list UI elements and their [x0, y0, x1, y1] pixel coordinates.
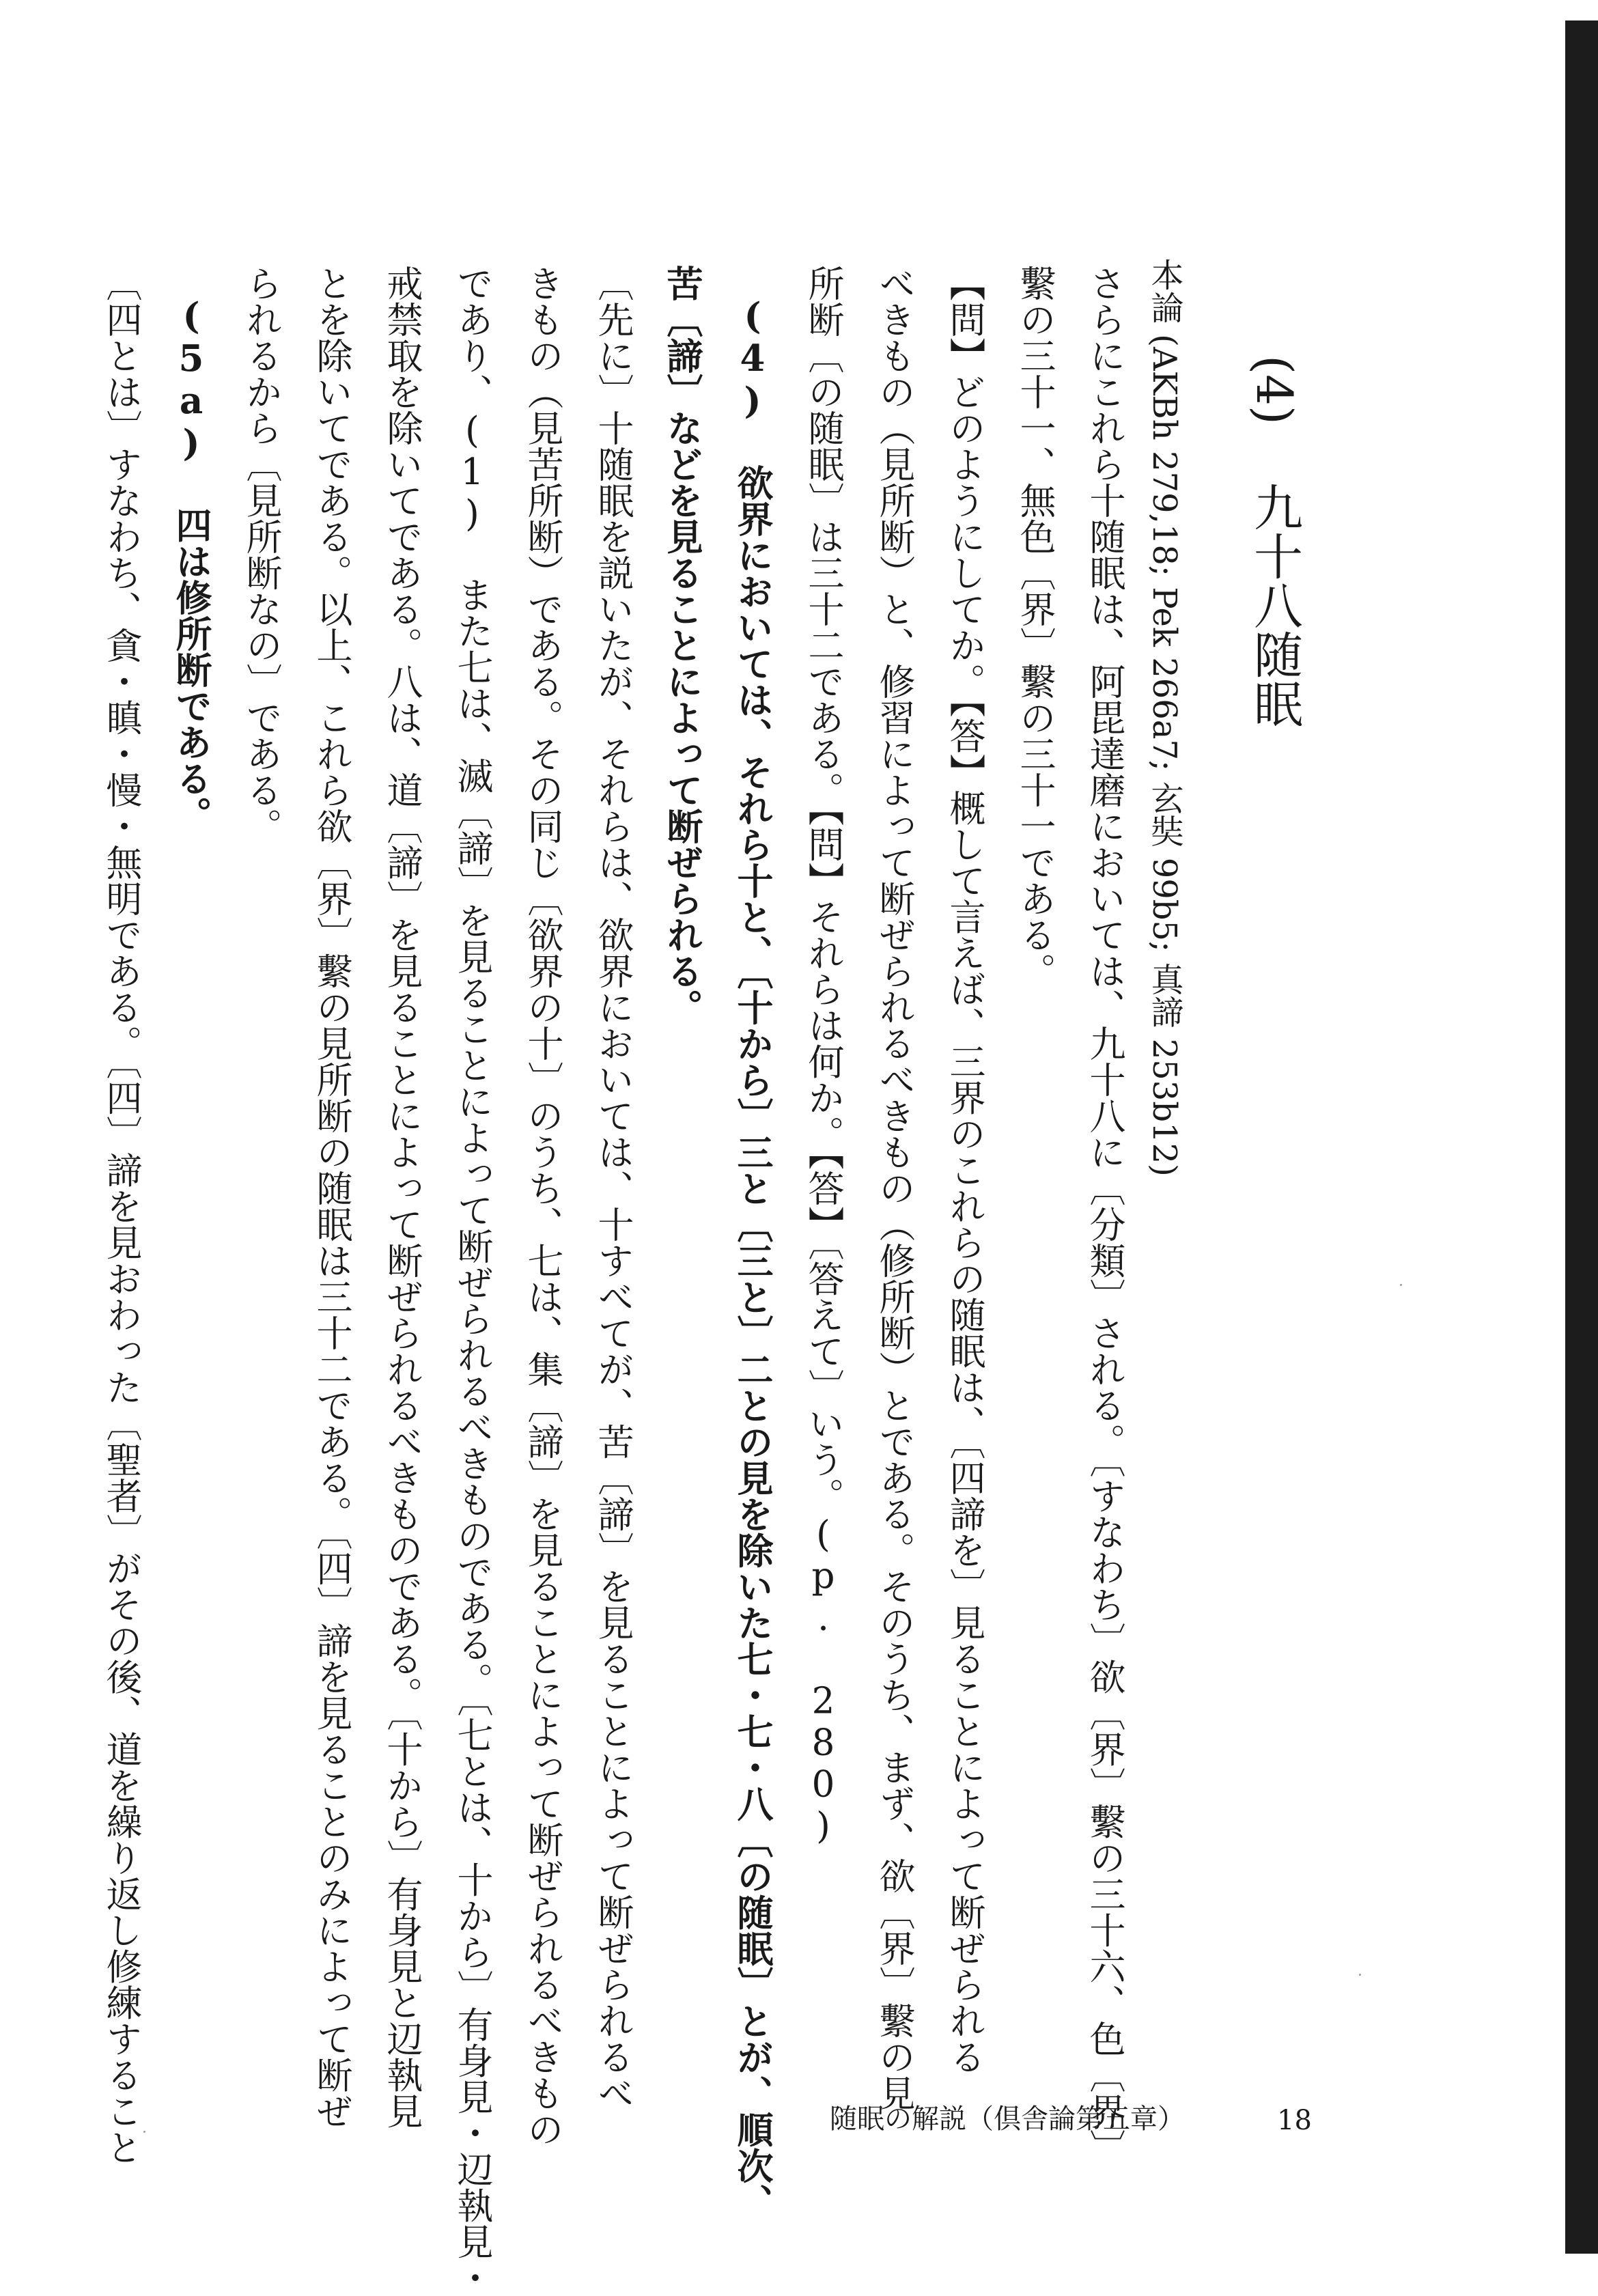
section-number: (4) [1246, 355, 1303, 425]
text-column: 〔四とは〕すなわち、貪・瞋・慢・無明である。〔四〕諦を見おわった〔聖者〕がその後、道を繰り返し修練すること [100, 265, 142, 2166]
text-column: 【問】どのようにしてか。【答】概して言えば、三界のこれらの随眠は、〔四諦を〕見ることによって断ぜられる [944, 265, 985, 2075]
verse-line: 苦〔諦〕などを見ることによって断ぜられる。 [661, 265, 703, 1025]
text-column: 〔先に〕十随眠を説いたが、それらは、欲界においては、十すべてが、苦〔諦〕を見ることによって断ぜられるべ [592, 265, 634, 2111]
text-column: きもの（見苦所断）である。その同じ〔欲界の十〕のうち、七は、集〔諦〕を見ることによって断ぜられるべきもの [522, 265, 563, 2147]
running-footer-title: 随眠の解説（倶舎論第五章） [830, 2103, 1185, 2135]
text-column: 所断〔の随眠〕は三十二である。【問】それらは何か。【答】〔答えて〕いう。(p. 280) [802, 265, 844, 1847]
text-column: さらにこれら十随眠は、阿毘達磨においては、九十八に〔分類〕される。〔すなわち〕欲〔界〕繫の三十六、色〔界〕 [1084, 265, 1125, 2166]
text-column: であり、(1) また七は、滅〔諦〕を見ることによって断ぜられるべきものである。〔七とは、十から〕有身見・辺執見・ [451, 265, 493, 2296]
section-title: 九十八随眠 [1246, 482, 1303, 728]
scan-edge-bar [1565, 20, 1598, 2254]
source-reference-line: 本論 (AKBh 279,18; Pek 266a7; 玄奘 99b5; 真諦 253b12) [1145, 258, 1183, 1177]
verse-line: (5a) 四は修所断である。 [170, 295, 212, 832]
text-column: べきもの（見所断）と、修習によって断ぜられるべきもの（修所断）とである。そのうち、まず、欲〔界〕繫の見 [873, 265, 915, 2111]
page-number: 18 [1277, 2105, 1312, 2136]
verse-line: (4) 欲界においては、それら十と、〔十から〕三と〔三と〕二との見を除いた七・七・八〔の随眠〕とが、順次、 [731, 295, 774, 2220]
text-column: られるから〔見所断なの〕である。 [240, 265, 282, 844]
text-column: 繫の三十一、無色〔界〕繫の三十一である。 [1014, 265, 1056, 989]
text-column: 戒禁取を除いてである。八は、道〔諦〕を見ることによって断ぜられるべきものである。〔十から〕有身見と辺執見 [381, 265, 423, 2129]
section-heading [1242, 355, 1307, 728]
text-column: とを除いてである。以上、これら欲〔界〕繫の見所断の随眠は三十二である。〔四〕諦を見ることのみによって断ぜ [311, 265, 352, 2129]
